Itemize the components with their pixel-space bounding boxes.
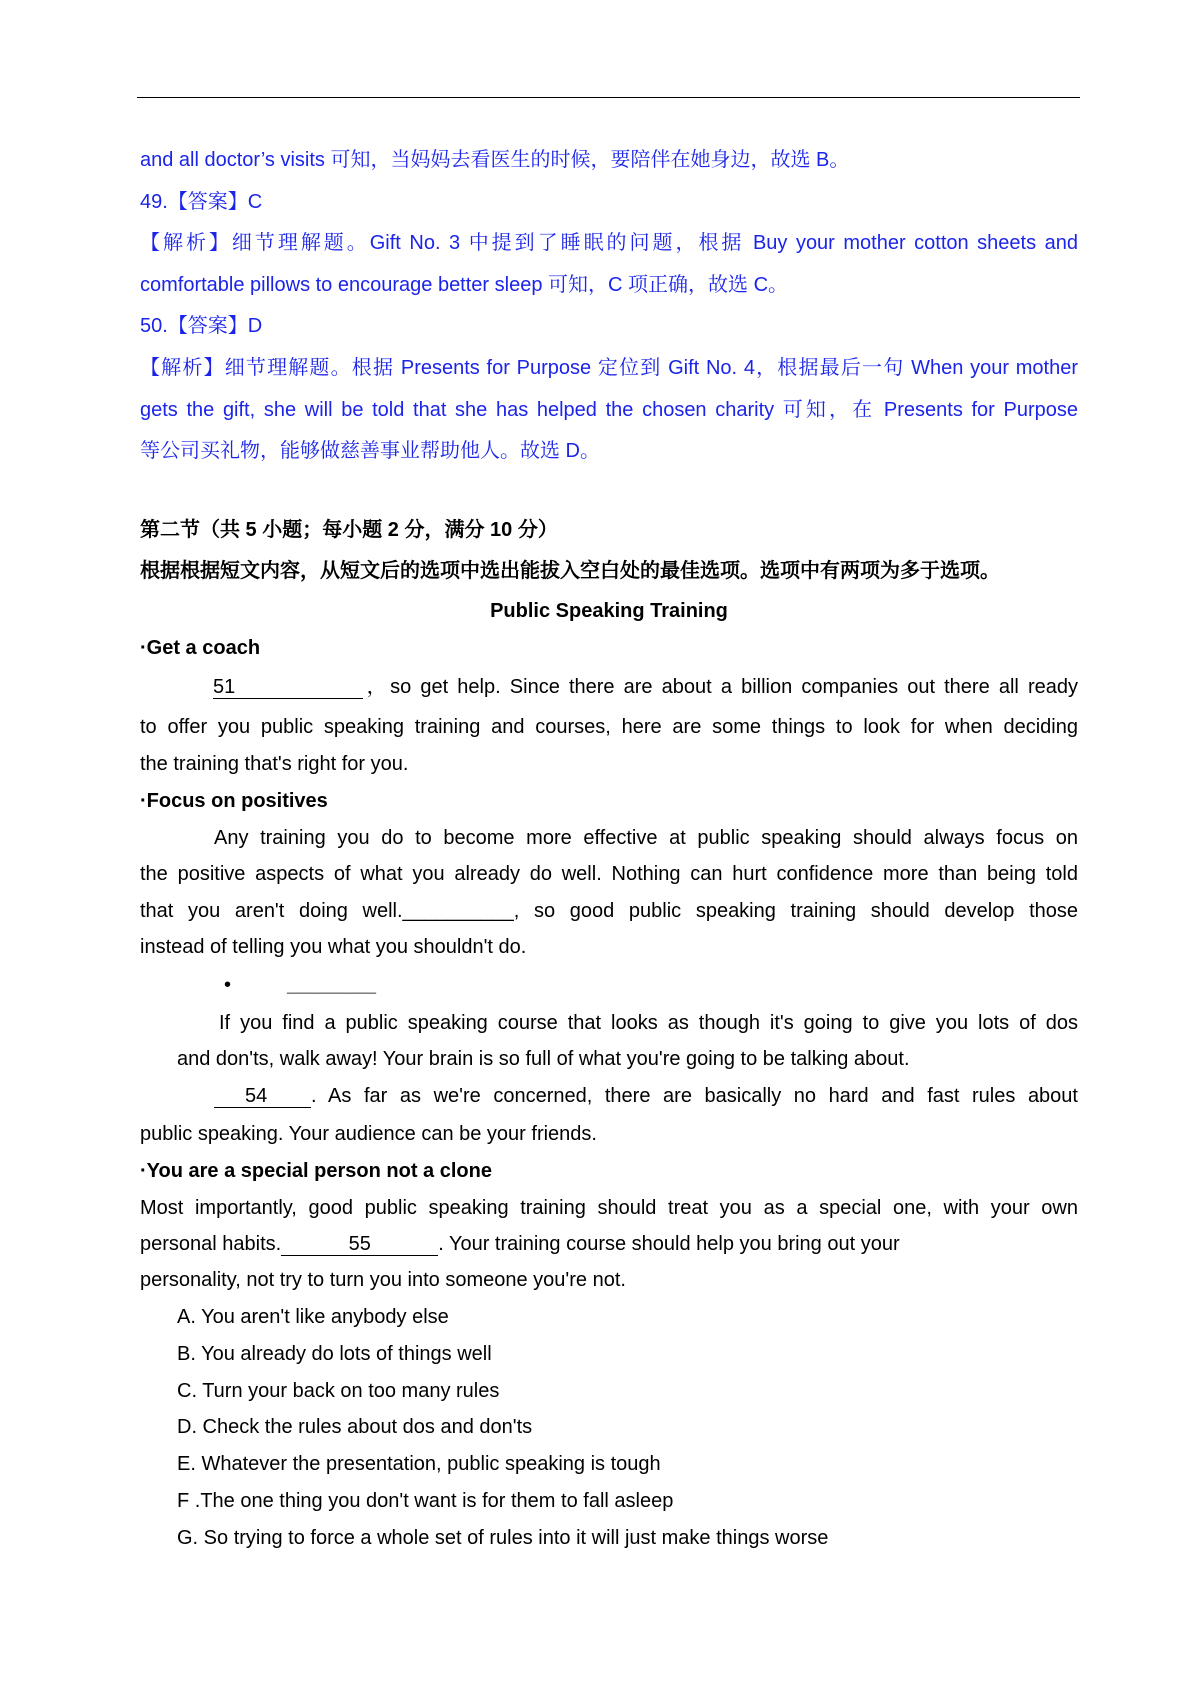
passage-line: Most importantly, good public speaking training should treat you as a special one, with your own [140,1197,1078,1219]
passage-title: Public Speaking Training [490,600,728,622]
passage-line: to offer you public speaking training and courses, here are some things to look for when deciding [140,716,1078,738]
passage-line: personality, not try to turn you into someone you're not. [140,1269,626,1291]
paragraph-heading-focus-on-positives: ·Focus on positives [140,790,328,812]
heading-blank: ________ [287,974,376,996]
q49-analysis-line: comfortable pillows to encourage better sleep 可知，C 项正确，故选 C。 [140,274,789,296]
q50-analysis-line: gets the gift, she will be told that she has helped the chosen charity 可知，在 Presents for Purpose [140,399,1078,421]
passage-line-text: . Your training course should help you bring out your [438,1233,900,1255]
passage-line: the training that's right for you. [140,753,409,775]
passage-line-text: ，so get help. Since there are about a billion companies out there all ready [363,676,1078,698]
q49-analysis-line: 【解析】细节理解题。Gift No. 3 中提到了睡眠的问题，根据 Buy your mother cotton sheets and [140,232,1078,254]
blank-54: 54 [214,1086,311,1108]
passage-line: instead of telling you what you shouldn't do. [140,936,527,958]
passage-line-text: . As far as we're concerned, there are basically no hard and fast rules about [311,1085,1078,1107]
passage-line [214,1084,1078,1108]
option-c: C. Turn your back on too many rules [177,1380,500,1402]
option-e: E. Whatever the presentation, public speaking is tough [177,1453,661,1475]
passage-line: the positive aspects of what you already do well. Nothing can hurt confidence more than being told [140,863,1078,885]
blank-51: 51 [213,677,363,699]
option-a: A. You aren't like anybody else [177,1306,449,1328]
option-g: G. So trying to force a whole set of rules into it will just make things worse [177,1527,829,1549]
bullet-marker: • [224,974,232,996]
q50-analysis-line: 等公司买礼物，能够做慈善事业帮助他人。故选 D。 [140,440,600,462]
section-heading: 第二节（共 5 小题；每小题 2 分，满分 10 分） [140,519,558,541]
passage-line [213,675,1078,699]
passage-line: Any training you do to become more effective at public speaking should always focus on [214,827,1078,849]
option-d: D. Check the rules about dos and don'ts [177,1416,533,1438]
q50-answer-label: 50.【答案】D [140,315,263,337]
q50-analysis-line: 【解析】细节理解题。根据 Presents for Purpose 定位到 Gift No. 4，根据最后一句 When your mother [140,357,1078,379]
paragraph-heading-special-person: ·You are a special person not a clone [140,1160,492,1182]
passage-line: If you find a public speaking course that looks as though it's going to give you lots of dos [219,1012,1078,1034]
paragraph-heading-get-a-coach: ·Get a coach [140,637,261,659]
passage-line-text: personal habits. [140,1233,282,1255]
section-instructions: 根据根据短文内容，从短文后的选项中选出能拔入空白处的最佳选项。选项中有两项为多于选项。 [140,560,1000,582]
passage-line: and don'ts, walk away! Your brain is so full of what you're going to be talking about. [177,1048,910,1070]
answer-continuation-line: and all doctor’s visits 可知，当妈妈去看医生的时候，要陪伴在她身边，故选 B。 [140,149,850,171]
blank-55: 55 [281,1234,438,1256]
option-f: F .The one thing you don't want is for them to fall asleep [177,1490,674,1512]
option-b: B. You already do lots of things well [177,1343,492,1365]
page-header-rule [137,97,1080,98]
passage-line: that you aren't doing well.__________, so good public speaking training should develop those [140,900,1078,922]
q49-answer-label: 49.【答案】C [140,191,263,213]
passage-line [140,1232,1078,1256]
paragraph-heading-blank-row [224,973,424,997]
passage-line: public speaking. Your audience can be your friends. [140,1123,597,1145]
